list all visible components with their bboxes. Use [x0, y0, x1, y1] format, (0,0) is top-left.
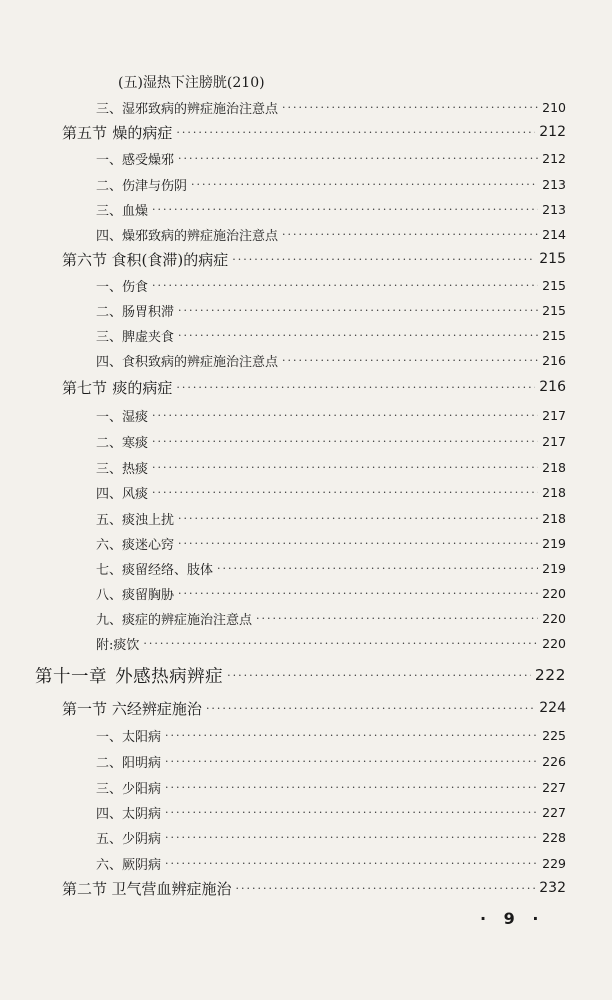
page-number: 212 [542, 150, 566, 166]
page-number: 217 [542, 433, 566, 449]
leader-dots [165, 781, 538, 794]
toc-entry [96, 347, 566, 373]
page-number: 220 [542, 610, 566, 626]
page-number: 215 [542, 327, 566, 343]
entry-title: 附:痰饮 [96, 637, 140, 653]
entry-title: 一、太阳病 [96, 729, 162, 745]
toc-entry-plain [118, 69, 612, 95]
entry-title: 八、痰留胸胁 [96, 587, 175, 603]
toc-entry [96, 272, 566, 298]
page-number: 213 [542, 176, 566, 192]
leader-dots [206, 702, 535, 715]
entry-title: 二、肠胃积滞 [96, 304, 175, 320]
section-title: 痰的病症 [112, 378, 173, 397]
section-number: 第五节 [62, 123, 108, 142]
toc-entry [96, 454, 566, 480]
toc-entry [96, 580, 566, 606]
page-number: 226 [542, 753, 566, 769]
leader-dots [165, 857, 538, 870]
entry-title: 七、痰留经络、肢体 [96, 562, 214, 578]
page-number: 218 [542, 510, 566, 526]
entry-title: 一、伤食 [96, 279, 149, 295]
toc-entry [96, 555, 566, 581]
leader-dots [176, 381, 535, 394]
toc-entry [96, 479, 566, 505]
toc-section [62, 119, 566, 145]
entry-title: (五)湿热下注膀胱(210) [118, 75, 265, 91]
toc-entry [96, 505, 566, 531]
toc-entry [96, 402, 566, 428]
section-title: 卫气营血辨症施治 [111, 879, 232, 898]
entry-title: 二、伤津与伤阴 [96, 178, 188, 194]
toc-entry [96, 722, 566, 748]
toc-entry [96, 428, 566, 454]
leader-dots [165, 831, 538, 844]
leader-dots [217, 562, 538, 575]
page-number: 210 [542, 99, 566, 115]
entry-title: 四、风痰 [96, 486, 149, 502]
page-number: 227 [542, 804, 566, 820]
toc-entry [96, 824, 566, 850]
entry-title: 三、血燥 [96, 203, 149, 219]
toc-entry [96, 171, 566, 197]
entry-title: 二、寒痰 [96, 435, 149, 451]
page-number: 217 [542, 407, 566, 423]
leader-dots [236, 882, 536, 895]
entry-title: 一、湿痰 [96, 409, 149, 425]
section-title: 食积(食滞)的病症 [111, 250, 229, 269]
leader-dots [165, 729, 538, 742]
toc-section [62, 374, 566, 400]
toc-entry [96, 94, 566, 120]
entry-title: 一、感受燥邪 [96, 152, 175, 168]
toc-entry [96, 145, 566, 171]
entry-title: 五、少阴病 [96, 831, 162, 847]
entry-title: 六、痰迷心窍 [96, 537, 175, 553]
entry-title: 六、厥阴病 [96, 857, 162, 873]
entry-title: 四、燥邪致病的辨症施治注意点 [96, 228, 279, 244]
page-number: 232 [539, 880, 566, 896]
entry-title: 二、阳明病 [96, 755, 162, 771]
toc-chapter [35, 660, 566, 690]
toc-section [62, 246, 566, 272]
page-number: 216 [539, 379, 566, 395]
leader-dots [152, 435, 538, 448]
leader-dots [282, 228, 538, 241]
chapter-number: 第十一章 [35, 666, 107, 687]
section-title: 燥的病症 [112, 123, 173, 142]
toc-entry [96, 530, 566, 556]
entry-title: 九、痰症的辨症施治注意点 [96, 612, 253, 628]
page-number: 218 [542, 459, 566, 475]
page-number: 213 [542, 201, 566, 217]
leader-dots [143, 637, 538, 650]
leader-dots [178, 587, 538, 600]
page-number: 220 [542, 585, 566, 601]
entry-title: 三、湿邪致病的辨症施治注意点 [96, 101, 279, 117]
page-number: 215 [542, 302, 566, 318]
page-number: 224 [539, 700, 566, 716]
toc-entry [96, 799, 566, 825]
page-number: 218 [542, 484, 566, 500]
leader-dots [152, 486, 538, 499]
toc-section [62, 695, 566, 721]
page-number: 214 [542, 226, 566, 242]
leader-dots [165, 755, 538, 768]
page-folio: · 9 · [480, 909, 545, 928]
page-number: 220 [542, 635, 566, 651]
leader-dots [178, 152, 538, 165]
section-number: 第一节 [62, 699, 108, 718]
leader-dots [256, 612, 538, 625]
toc-entry [96, 221, 566, 247]
toc-entry [96, 297, 566, 323]
leader-dots [227, 669, 531, 682]
entry-title: 四、食积致病的辨症施治注意点 [96, 354, 279, 370]
toc-entry [96, 850, 566, 876]
page-number: 215 [542, 277, 566, 293]
page-number: 219 [542, 560, 566, 576]
section-number: 第六节 [62, 250, 108, 269]
page-number: 229 [542, 855, 566, 871]
entry-title: 三、热痰 [96, 461, 149, 477]
entry-title: 四、太阴病 [96, 806, 162, 822]
leader-dots [152, 461, 538, 474]
section-number: 第二节 [62, 879, 108, 898]
page-number: 222 [534, 666, 566, 684]
page-number: 225 [542, 727, 566, 743]
entry-title: 三、脾虚夹食 [96, 329, 175, 345]
toc-entry [96, 322, 566, 348]
entry-title: 三、少阳病 [96, 781, 162, 797]
toc-entry [96, 605, 566, 631]
leader-dots [152, 279, 538, 292]
leader-dots [178, 537, 538, 550]
chapter-title: 外感热病辨症 [115, 666, 224, 687]
section-title: 六经辨症施治 [111, 699, 202, 718]
page-number: 219 [542, 535, 566, 551]
toc-entry [96, 774, 566, 800]
leader-dots [178, 329, 538, 342]
toc-entry [96, 748, 566, 774]
leader-dots [232, 253, 535, 266]
toc-section [62, 875, 566, 901]
leader-dots [152, 203, 538, 216]
toc-entry [96, 630, 566, 656]
leader-dots [282, 354, 538, 367]
leader-dots [178, 512, 538, 525]
page-number: 227 [542, 779, 566, 795]
page-number: 215 [539, 251, 566, 267]
toc-entry [96, 196, 566, 222]
page-number: 216 [542, 352, 566, 368]
page-number: 228 [542, 829, 566, 845]
leader-dots [176, 126, 535, 139]
leader-dots [178, 304, 538, 317]
leader-dots [191, 178, 538, 191]
page-number: 212 [539, 124, 566, 140]
leader-dots [152, 409, 538, 422]
entry-title: 五、痰浊上扰 [96, 512, 175, 528]
section-number: 第七节 [62, 378, 108, 397]
leader-dots [282, 101, 538, 114]
leader-dots [165, 806, 538, 819]
